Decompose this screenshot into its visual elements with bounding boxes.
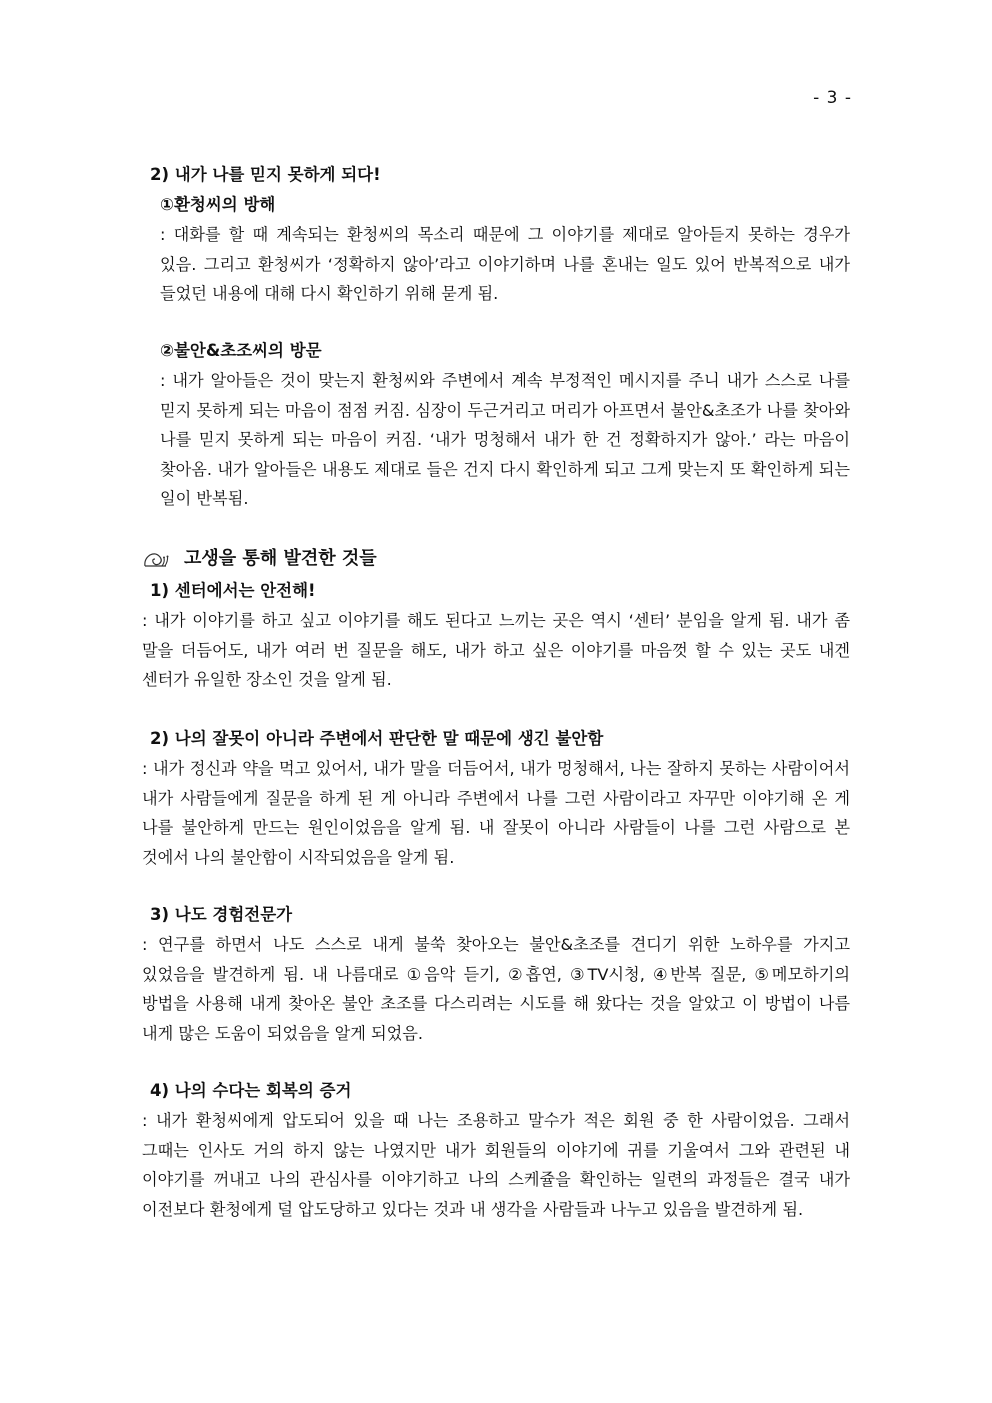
discovery-4 <box>142 1076 850 1224</box>
subsection-2-title: ②불안&초조씨의 방문 <box>160 341 322 360</box>
discovery-2 <box>142 724 850 872</box>
discovery-3 <box>142 900 850 1048</box>
discovery-3-title: 3) 나도 경험전문가 <box>150 905 293 924</box>
page-number: - 3 - <box>813 88 852 108</box>
discovery-section-title: 고생을 통해 발견한 것들 <box>184 548 377 569</box>
subsection-1-text: : 대화를 할 때 계속되는 환청씨의 목소리 때문에 그 이야기를 제대로 알아듣지 못하는 경우가 있음. 그리고 환청씨가 ‘정확하지 않아’라고 이야기하며 나를 혼내는 일도 있어 반복적으로 내가 들었던 내용에 대해 다시 확인하기 위해 묻게 됨. <box>160 225 850 303</box>
section-2-sub2 <box>142 336 850 514</box>
discovery-1-title: 1) 센터에서는 안전해! <box>150 581 316 600</box>
discovery-4-text: : 내가 환청씨에게 압도되어 있을 때 나는 조용하고 말수가 적은 회원 중 한 사람이었음. 그래서 그때는 인사도 거의 하지 않는 나였지만 내가 회원들의 이야기에 귀를 기울여서 그와 관련된 내 이야기를 꺼내고 나의 관심사를 이야기하고 나의 스케쥴을 확인하는 일련의 과정들은 결국 내가 이전보다 환청에게 덜 압도당하고 있다는 것과 내 생각을 사람들과 나누고 있음을 발견하게 됨. <box>142 1111 850 1219</box>
discovery-2-text: : 내가 정신과 약을 먹고 있어서, 내가 말을 더듬어서, 내가 멍청해서, 나는 잘하지 못하는 사람이어서 내가 사람들에게 질문을 하게 된 게 아니라 주변에서 나를 그런 사람이라고 자꾸만 이야기해 온 게 나를 불안하게 만드는 원인이었음을 알게 됨. 내 잘못이 아니라 사람들이 나를 그런 사람으로 본 것에서 나의 불안함이 시작되었음을 알게 됨. <box>142 759 850 867</box>
section-2 <box>142 160 850 309</box>
subsection-2-text: : 내가 알아들은 것이 맞는지 환청씨와 주변에서 계속 부정적인 메시지를 주니 내가 스스로 나를 믿지 못하게 되는 마음이 점점 커짐. 심장이 두근거리고 머리가 아프면서 불안&초조가 나를 찾아와 나를 믿지 못하게 되는 마음이 커짐. ‘내가 멍청해서 내가 한 건 정확하지가 않아.’ 라는 마음이 찾아옴. 내가 알아들은 내용도 제대로 들은 건지 다시 확인하게 되고 그게 맞는지 또 확인하게 되는 일이 반복됨. <box>160 371 850 508</box>
discovery-3-text: : 연구를 하면서 나도 스스로 내게 불쑥 찾아오는 불안&초조를 견디기 위한 노하우를 가지고 있었음을 발견하게 됨. 내 나름대로 ①음악 듣기, ②흡연, ③TV시청, ④반복 질문, ⑤메모하기의 방법을 사용해 내게 찾아온 불안 초조를 다스리려는 시도를 해 왔다는 것을 알았고 이 방법이 나름 내게 많은 도움이 되었음을 알게 되었음. <box>142 935 850 1043</box>
discovery-2-title: 2) 나의 잘못이 아니라 주변에서 판단한 말 때문에 생긴 불안함 <box>150 729 604 748</box>
subsection-1-title: ①환청씨의 방해 <box>160 195 276 214</box>
discovery-section <box>142 544 850 574</box>
discovery-4-title: 4) 나의 수다는 회복의 증거 <box>150 1081 352 1100</box>
snail-icon <box>142 549 170 569</box>
discovery-section-title-row <box>142 544 850 574</box>
section-2-title: 2) 내가 나를 믿지 못하게 되다! <box>150 165 381 184</box>
discovery-1-text: : 내가 이야기를 하고 싶고 이야기를 해도 된다고 느끼는 곳은 역시 ‘센터’ 분임을 알게 됨. 내가 좀 말을 더듬어도, 내가 여러 번 질문을 해도, 내가 하고 싶은 이야기를 마음껏 할 수 있는 곳도 내겐 센터가 유일한 장소인 것을 알게 됨. <box>142 611 850 689</box>
discovery-1 <box>142 576 850 695</box>
